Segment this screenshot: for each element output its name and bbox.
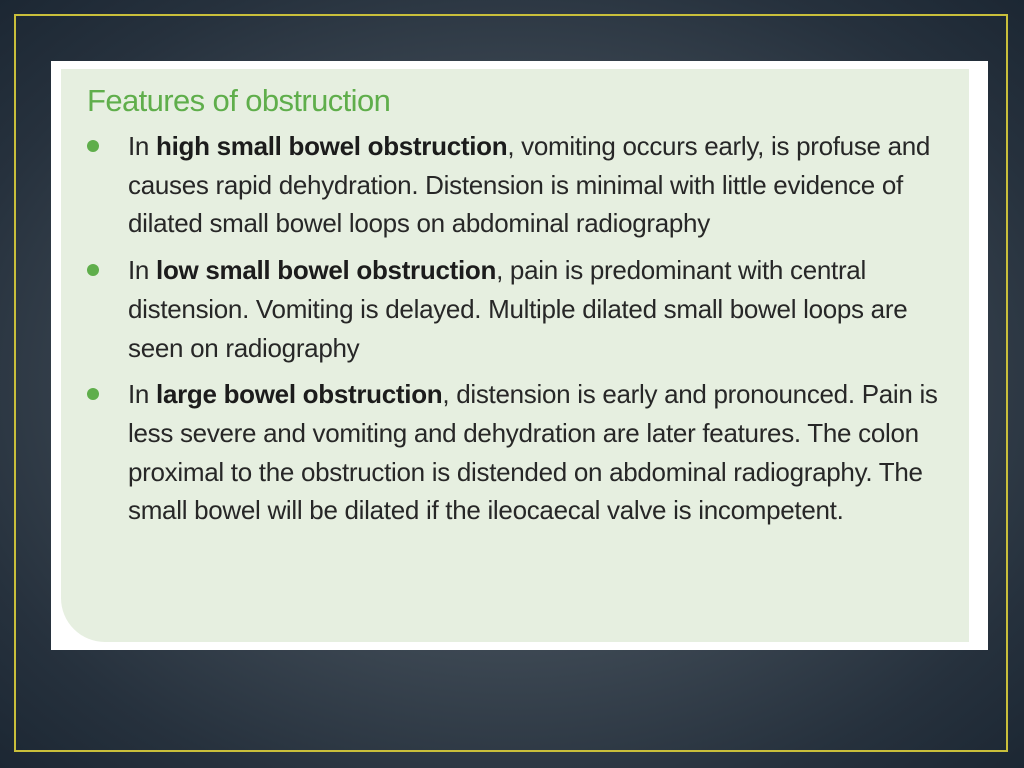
bullet-icon bbox=[87, 140, 99, 152]
item-text: , distension is early and pronounced. Pain is less severe and vomiting and dehydration are later features. The colon proximal to the obstruction is distended on abdominal radiography. The small bowel will be dilated if the ileocaecal valve is incompetent. bbox=[128, 379, 938, 526]
features-box bbox=[61, 69, 969, 642]
item-bold-term: large bowel obstruction bbox=[156, 379, 443, 410]
item-prefix: In bbox=[128, 255, 157, 286]
item-prefix: In bbox=[128, 379, 157, 410]
feature-item-large-bowel bbox=[87, 375, 949, 530]
bullet-icon bbox=[87, 388, 99, 400]
bullet-icon bbox=[87, 264, 99, 276]
item-bold-term: high small bowel obstruction bbox=[156, 131, 508, 161]
item-text: , pain is predominant with central distension. Vomiting is delayed. Multiple dilated small bowel loops are seen on radiography bbox=[128, 255, 908, 363]
item-prefix: In bbox=[128, 131, 157, 161]
feature-item-low-small-bowel bbox=[87, 251, 949, 367]
feature-item-high-small-bowel bbox=[87, 127, 949, 243]
box-title: Features of obstruction bbox=[87, 83, 391, 118]
feature-list bbox=[87, 127, 949, 530]
item-text: , vomiting occurs early, is profuse and causes rapid dehydration. Distension is minimal with little evidence of dilated small bowel loops on abdominal radiography bbox=[128, 131, 931, 239]
item-bold-term: low small bowel obstruction bbox=[156, 255, 497, 286]
